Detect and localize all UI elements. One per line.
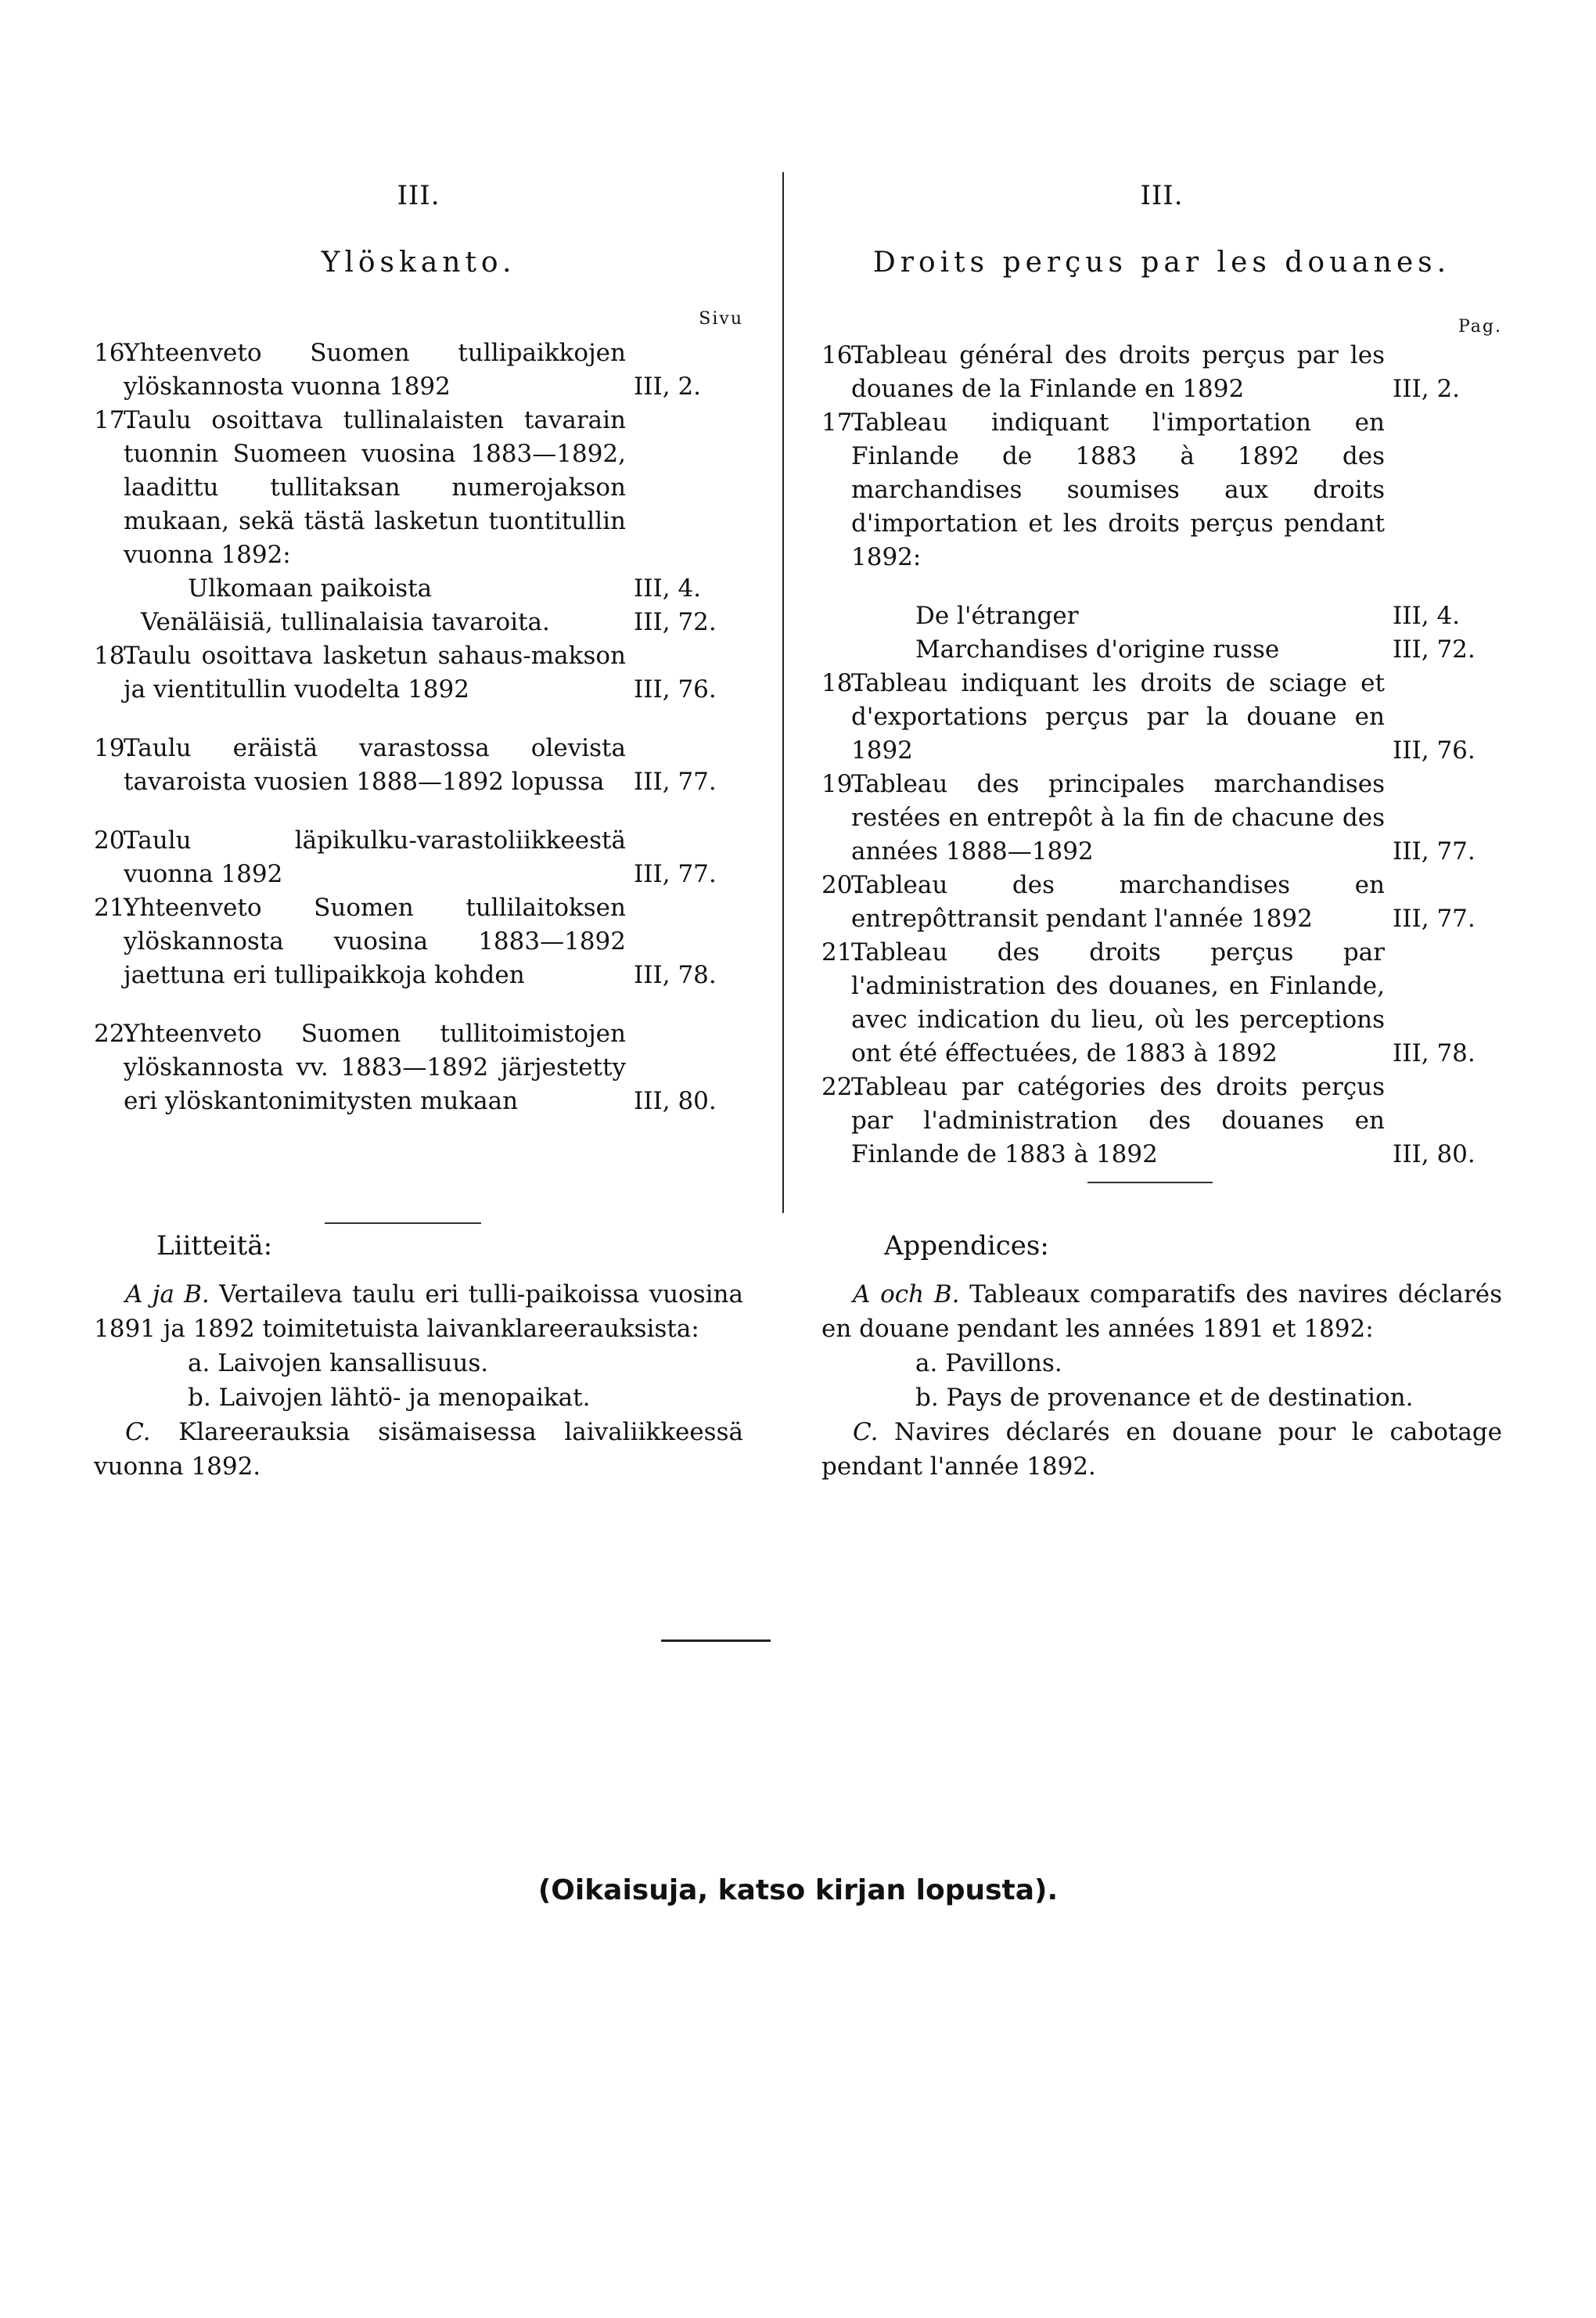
left-page-heading: Sivu — [699, 309, 743, 329]
toc-entry: 22. Tableau par catégories des droits perçus par l'administration des douanes en Finlande de 1883 à 1892 III, 80. — [821, 1073, 1476, 1168]
toc-subentry: Venäläisiä, tullinalaisia tavaroita. III, 72. — [141, 608, 717, 636]
toc-entry: 21. Yhteenveto Suomen tullilaitoksen ylöskannosta vuosina 1883—1892 jaettuna eri tullipaikkoja kohden III, 78. — [94, 894, 717, 989]
right-column — [821, 0, 1502, 1565]
toc-entry: 19. Tableau des principales marchandises restées en entrepôt à la fin de chacune des années 1888—1892 III, 77. — [821, 770, 1476, 866]
corrections-note: (Oikaisuja, katso kirjan lopusta). — [537, 1874, 1059, 1906]
left-section-number: III. — [397, 180, 440, 211]
toc-entry: 20. Tableau des marchandises en entrepôttransit pendant l'année 1892 III, 77. — [821, 871, 1476, 933]
right-appendix-heading: Appendices: — [884, 1230, 1049, 1262]
right-page-heading: Pag. — [1458, 317, 1502, 337]
toc-entry: 22. Yhteenveto Suomen tullitoimistojen ylöskannosta vv. 1883—1892 järjestetty eri ylöskantonimitysten mukaan III, 80. — [94, 1020, 717, 1115]
left-section-title: Ylöskanto. — [321, 247, 516, 279]
right-separator-rule — [1087, 1182, 1213, 1183]
toc-subentry: Ulkomaan paikoista III, 4. — [188, 574, 702, 603]
bottom-separator-rule — [661, 1640, 771, 1642]
left-appendix-c: C. Klareerauksia sisämaisessa laivaliikkeessä vuonna 1892. — [94, 1418, 743, 1481]
toc-entry: 19. Taulu eräistä varastossa olevista tavaroista vuosien 1888—1892 lopussa III, 77. — [94, 734, 717, 796]
left-separator-rule — [325, 1222, 481, 1224]
right-appendix-ab: A och B. Tableaux comparatifs des navires déclarés en douane pendant les années 1891 et 1892: — [821, 1280, 1502, 1343]
right-appendix-c: C. Navires déclarés en douane pour le cabotage pendant l'année 1892. — [821, 1418, 1502, 1481]
left-toc — [94, 337, 743, 1118]
column-divider — [782, 172, 784, 1213]
toc-entry: 17. Tableau indiquant l'importation en Finlande de 1883 à 1892 des marchandises soumises aux droits d'importation et les droits perçus pendant 1892: — [821, 409, 1385, 571]
right-appendix-a: a. Pavillons. — [915, 1349, 1062, 1377]
toc-entry: 16. Tableau général des droits perçus par les douanes de la Finlande en 1892 III, 2. — [821, 341, 1461, 403]
left-appendix-ab: A ja B. Vertaileva taulu eri tulli-paikoissa vuosina 1891 ja 1892 toimitetuista laivanklareerauksista: — [94, 1280, 744, 1343]
right-toc — [821, 339, 1502, 1172]
right-section-title: Droits perçus par les douanes. — [872, 247, 1451, 279]
toc-entry: 16. Yhteenveto Suomen tullipaikkojen ylöskannosta vuonna 1892 III, 2. — [94, 339, 702, 401]
toc-entry: 20. Taulu läpikulku-varastoliikkeestä vuonna 1892 III, 77. — [94, 826, 717, 888]
left-appendix — [94, 1229, 743, 1484]
toc-entry: 17. Taulu osoittava tullinalaisten tavarain tuonnin Suomeen vuosina 1883—1892, laadittu tullitaksan numerojakson mukaan, sekä tästä lasketun tuontitullin vuonna 1892: — [94, 406, 626, 569]
toc-subentry: De l'étranger III, 4. — [915, 602, 1461, 630]
toc-entry: 18. Tableau indiquant les droits de sciage et d'exportations perçus par la douane en 1892 III, 76. — [821, 669, 1476, 765]
left-appendix-b: b. Laivojen lähtö- ja menopaikat. — [188, 1384, 591, 1412]
left-column — [94, 0, 743, 1565]
right-section-number: III. — [1140, 180, 1184, 211]
toc-entry: 21. Tableau des droits perçus par l'administration des douanes, en Finlande, avec indication du lieu, où les perceptions ont été éffectuées, de 1883 à 1892 III, 78. — [821, 938, 1476, 1067]
right-appendix-b: b. Pays de provenance et de destination. — [915, 1384, 1414, 1412]
right-appendix — [821, 1229, 1502, 1484]
left-appendix-heading: Liitteitä: — [156, 1230, 273, 1262]
left-appendix-a: a. Laivojen kansallisuus. — [188, 1349, 489, 1377]
toc-subentry: Marchandises d'origine russe III, 72. — [915, 635, 1476, 664]
toc-entry: 18. Taulu osoittava lasketun sahaus-makson ja vientitullin vuodelta 1892 III, 76. — [94, 642, 717, 704]
